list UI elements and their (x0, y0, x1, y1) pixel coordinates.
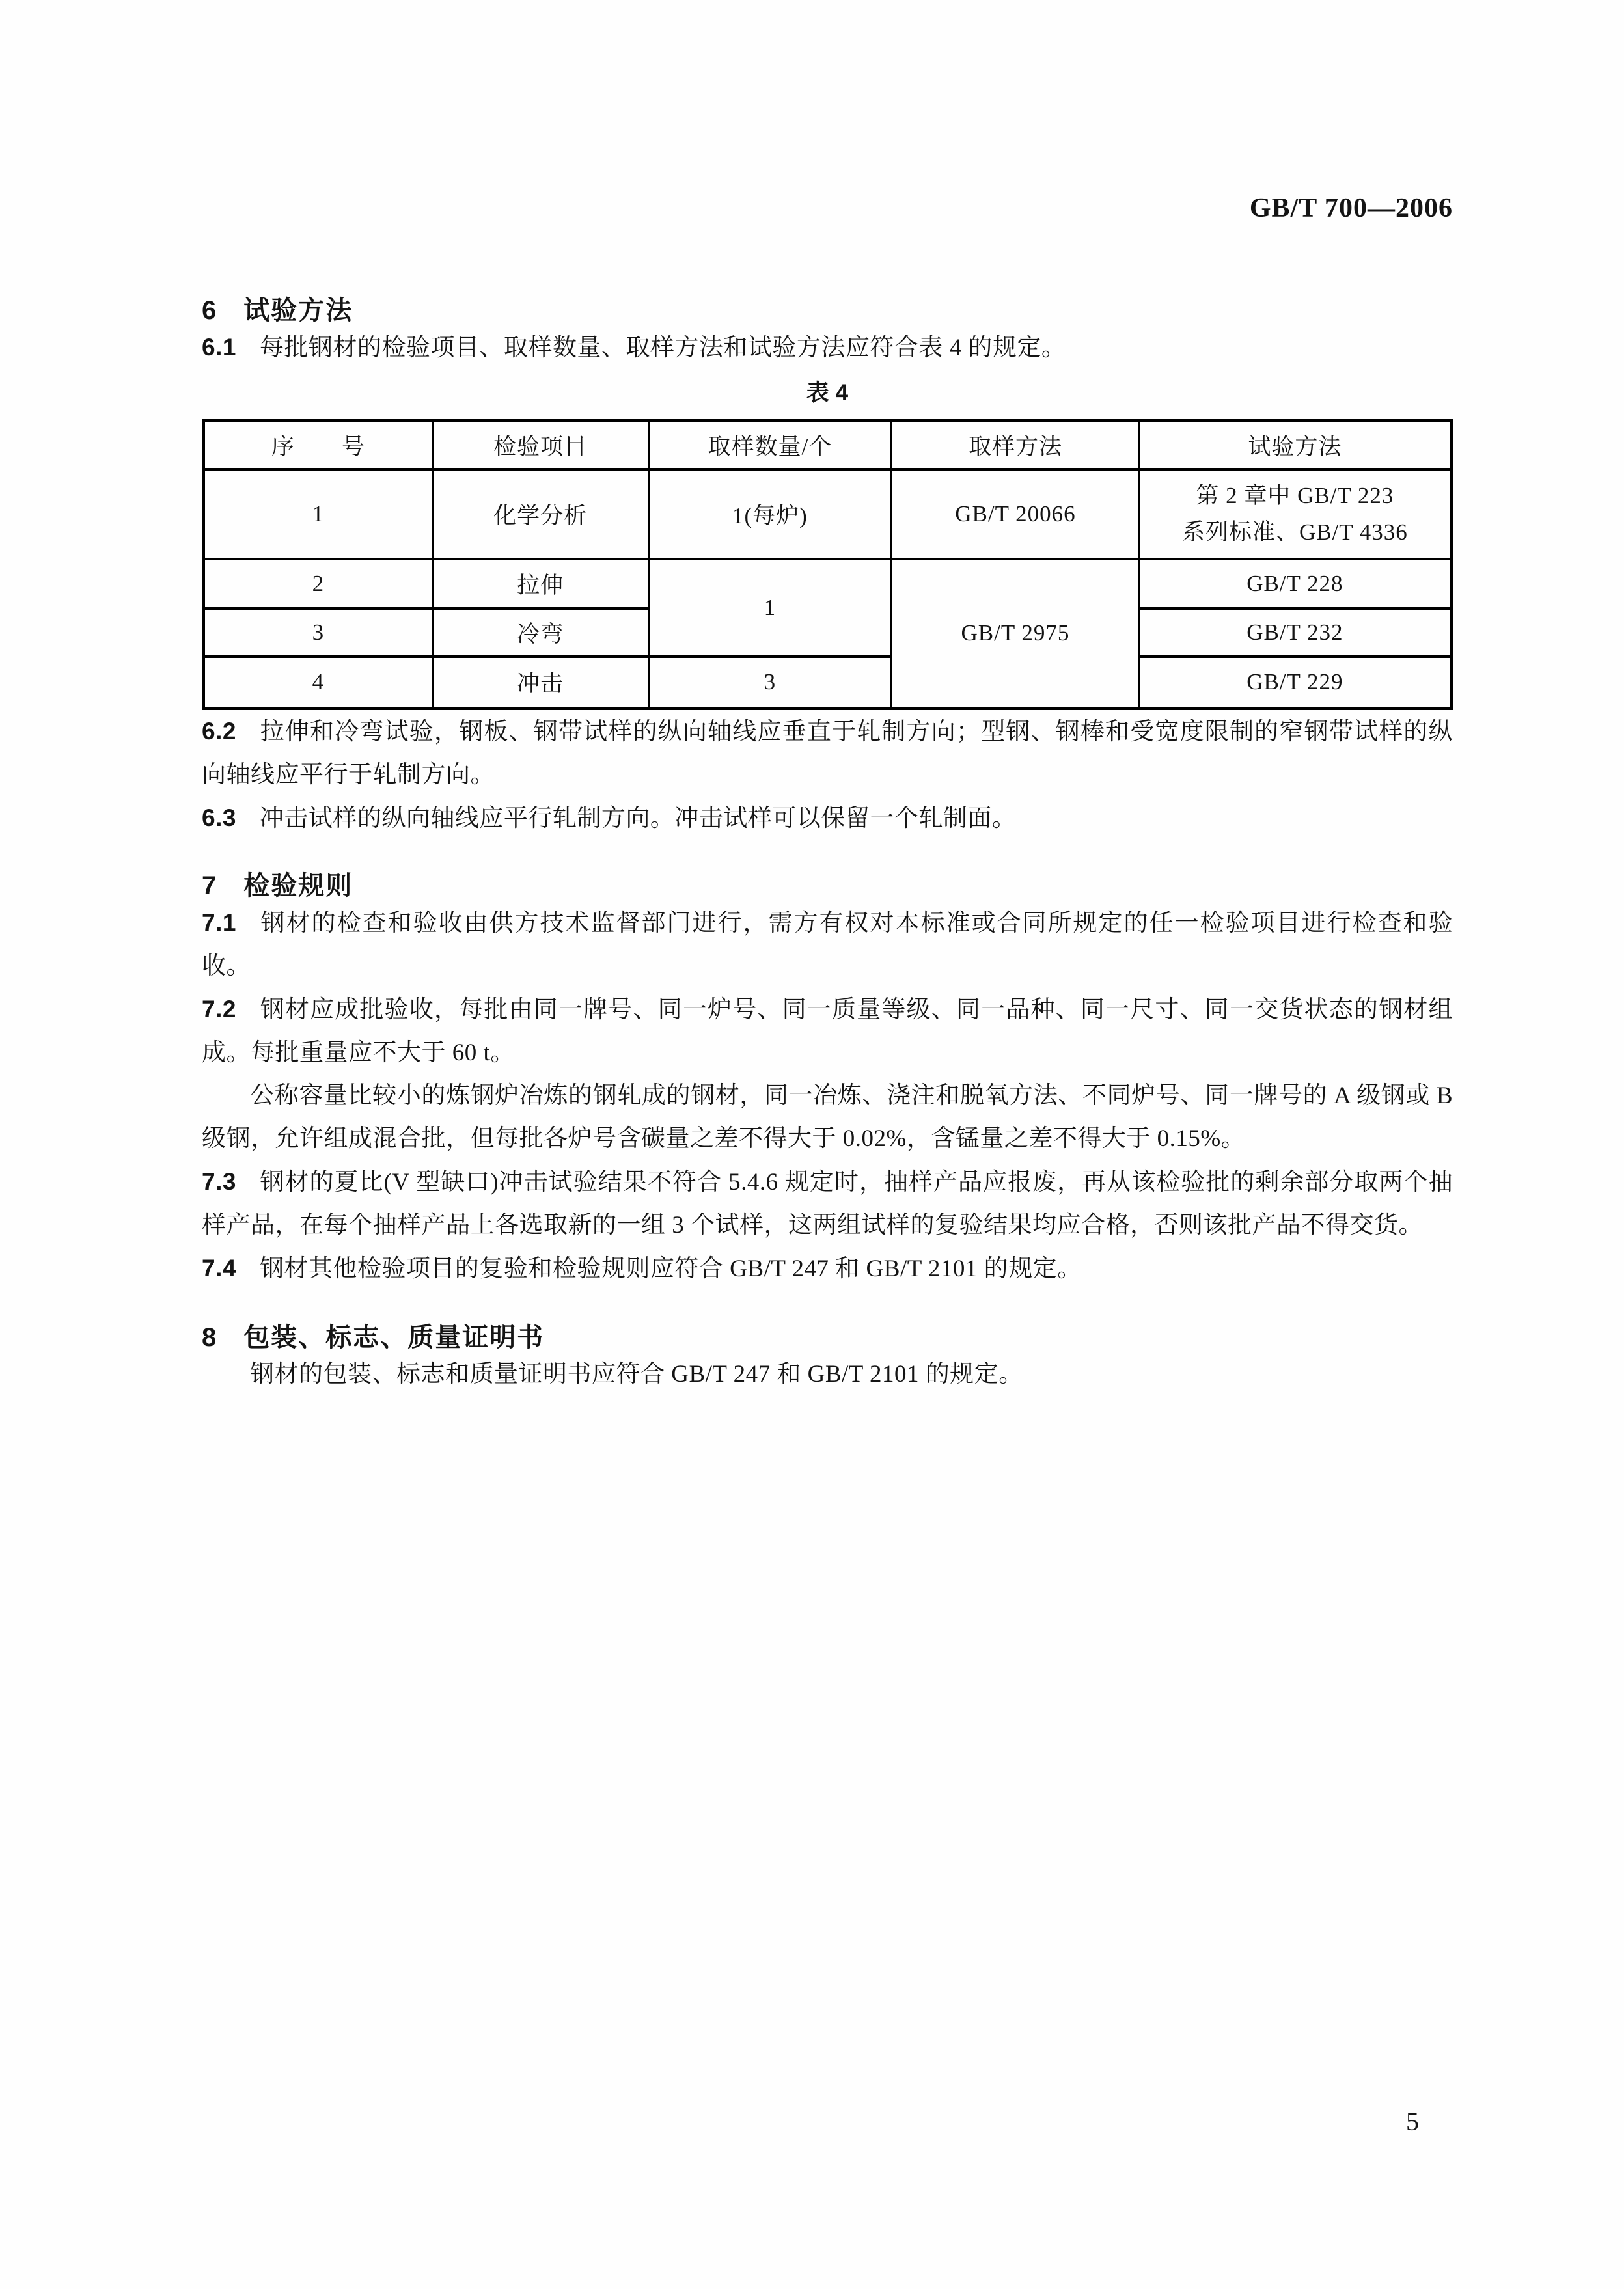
cell-method-1-line2: 系列标准、GB/T 4336 (1181, 519, 1408, 545)
clause-7-1 (202, 901, 1453, 988)
clause-7-4 (202, 1247, 1453, 1291)
clause-7-1-text: 钢材的检查和验收由供方技术监督部门进行，需方有权对本标准或合同所规定的任一检验项目进行检查和验收。 (202, 910, 1453, 980)
col-header-sample-qty: 取样数量/个 (648, 421, 892, 470)
table-4 (202, 419, 1453, 710)
section-8-title: 包装、标志、质量证明书 (243, 1323, 545, 1352)
cell-method-1 (1139, 470, 1451, 559)
section-8-body: 钢材的包装、标志和质量证明书应符合 GB/T 247 和 GB/T 2101 的规定。 (250, 1361, 1023, 1388)
cell-method-3: GB/T 232 (1139, 609, 1451, 657)
table-row (204, 559, 1452, 609)
cell-item-2: 拉伸 (432, 559, 648, 609)
cell-serial-4: 4 (204, 657, 433, 709)
cell-qty-4: 3 (648, 657, 892, 709)
cell-item-1: 化学分析 (432, 470, 648, 559)
clause-7-3 (202, 1160, 1453, 1247)
page-number: 5 (1406, 2107, 1419, 2136)
clause-7-2-paragraph-2: 公称容量比较小的炼钢炉冶炼的钢轧成的钢材，同一冶炼、浇注和脱氧方法、不同炉号、同一牌号的 A 级钢或 B 级钢，允许组成混合批，但每批各炉号含碳量之差不得大于 0.02%，含锰量之差不得大于 0.15%。 (202, 1082, 1453, 1152)
cell-sampling-1: GB/T 20066 (892, 470, 1140, 559)
clause-7-1-number: 7.1 (202, 909, 236, 936)
col-header-serial: 序 号 (204, 421, 433, 470)
clause-6-3-text: 冲击试样的纵向轴线应平行轧制方向。冲击试样可以保留一个轧制面。 (259, 805, 1017, 832)
table-4-caption: 表 4 (806, 380, 849, 405)
col-header-item: 检验项目 (432, 421, 648, 470)
section-7-heading (202, 870, 1453, 901)
section-8-number: 8 (202, 1323, 218, 1352)
cell-serial-1: 1 (204, 470, 433, 559)
section-7-title: 检验规则 (243, 871, 353, 900)
clause-6-3-number: 6.3 (202, 804, 236, 831)
cell-item-3: 冷弯 (432, 609, 648, 657)
table-4-header-row (204, 421, 1452, 470)
clause-6-2-text: 拉伸和冷弯试验，钢板、钢带试样的纵向轴线应垂直于轧制方向；型钢、钢棒和受宽度限制的窄钢带试样的纵向轴线应平行于轧制方向。 (202, 719, 1453, 788)
clause-7-2-number: 7.2 (202, 996, 236, 1022)
clause-6-3 (202, 797, 1453, 840)
table-row (204, 657, 1452, 709)
section-6-heading (202, 295, 1453, 326)
clause-7-3-number: 7.3 (202, 1168, 236, 1195)
cell-method-1-line1: 第 2 章中 GB/T 223 (1196, 483, 1394, 509)
clause-6-1-number: 6.1 (202, 334, 236, 361)
col-header-test-method: 试验方法 (1139, 421, 1451, 470)
cell-serial-3: 3 (204, 609, 433, 657)
cell-qty-2-3-merged: 1 (648, 559, 892, 657)
clause-7-4-text: 钢材其他检验项目的复验和检验规则应符合 GB/T 247 和 GB/T 2101 的规定。 (259, 1255, 1082, 1282)
clause-6-2-number: 6.2 (202, 718, 236, 745)
clause-7-2 (202, 988, 1453, 1075)
cell-method-2: GB/T 228 (1139, 559, 1451, 609)
cell-sampling-2-4-merged: GB/T 2975 (892, 559, 1140, 709)
clause-7-3-text: 钢材的夏比(V 型缺口)冲击试验结果不符合 5.4.6 规定时，抽样产品应报废，再从该检验批的剩余部分取两个抽样产品，在每个抽样产品上各选取新的一组 3 个试样，这两组试样的复验结果均应合格，否则该批产品不得交货。 (202, 1169, 1453, 1239)
clause-6-1 (202, 326, 1453, 370)
table-row (204, 470, 1452, 559)
col-header-sampling-method: 取样方法 (892, 421, 1140, 470)
section-6-number: 6 (202, 296, 218, 325)
clause-6-2 (202, 710, 1453, 797)
section-7-number: 7 (202, 871, 218, 900)
page-content (0, 193, 1624, 1396)
cell-serial-2: 2 (204, 559, 433, 609)
clause-7-4-number: 7.4 (202, 1255, 236, 1282)
standard-number-header: GB/T 700—2006 (1249, 193, 1453, 223)
cell-qty-1: 1(每炉) (648, 470, 892, 559)
cell-method-4: GB/T 229 (1139, 657, 1451, 709)
cell-item-4: 冲击 (432, 657, 648, 709)
clause-7-2-text: 钢材应成批验收，每批由同一牌号、同一炉号、同一质量等级、同一品种、同一尺寸、同一交货状态的钢材组成。每批重量应不大于 60 t。 (202, 996, 1453, 1066)
clause-6-1-text: 每批钢材的检验项目、取样数量、取样方法和试验方法应符合表 4 的规定。 (259, 335, 1066, 361)
section-8-heading (202, 1322, 1453, 1353)
section-6-title: 试验方法 (243, 296, 353, 325)
